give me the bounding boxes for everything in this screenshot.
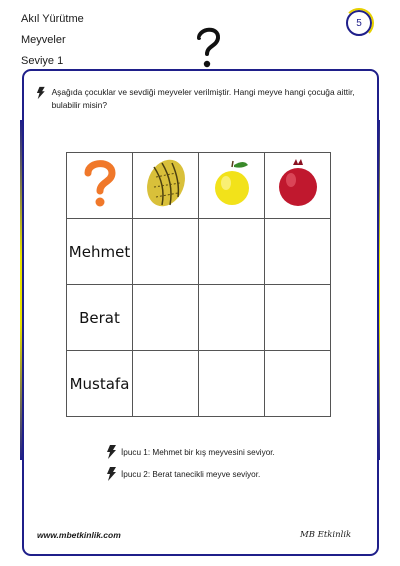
answer-cell[interactable] — [133, 219, 199, 285]
hints-block — [106, 445, 275, 489]
hint-item — [106, 445, 275, 459]
lightning-icon — [106, 467, 117, 481]
child-name-berat: Berat — [67, 285, 133, 351]
answer-cell[interactable] — [265, 351, 331, 417]
lightning-icon — [36, 86, 46, 100]
level-title: Seviye 1 — [21, 55, 64, 67]
answer-cell[interactable] — [199, 219, 265, 285]
question-mark-icon — [80, 158, 120, 208]
topic-title: Meyveler — [21, 34, 66, 46]
hint-text-2: İpucu 2: Berat tanecikli meyve seviyor. — [121, 469, 261, 479]
subject-title: Akıl Yürütme — [21, 13, 84, 25]
pomegranate-icon — [274, 155, 322, 211]
page-number: 5 — [356, 17, 362, 29]
page-number-badge — [346, 10, 372, 36]
lightning-icon — [106, 445, 117, 459]
footer-brand: MB Etkinlik — [300, 530, 352, 540]
question-mark-doodle-icon — [192, 24, 224, 72]
logic-grid — [66, 152, 331, 417]
answer-cell[interactable] — [133, 285, 199, 351]
melon-icon — [142, 155, 190, 211]
answer-cell[interactable] — [265, 219, 331, 285]
instruction-text: Aşağıda çocuklar ve sevdiği meyveler verilmiştir. Hangi meyve hangi çocuğa aittir, bulabilir misin? — [51, 87, 355, 110]
child-name-mehmet: Mehmet — [67, 219, 133, 285]
fruit-header-pomegranate — [265, 153, 331, 219]
fruit-header-quince — [199, 153, 265, 219]
answer-cell[interactable] — [133, 351, 199, 417]
answer-cell[interactable] — [265, 285, 331, 351]
answer-cell[interactable] — [199, 351, 265, 417]
footer-website[interactable]: www.mbetkinlik.com — [37, 530, 121, 540]
child-name-mustafa: Mustafa — [67, 351, 133, 417]
hint-item — [106, 467, 275, 481]
answer-cell[interactable] — [199, 285, 265, 351]
quince-icon — [208, 155, 256, 211]
grid-corner — [67, 153, 133, 219]
instruction-block — [36, 86, 366, 112]
fruit-header-melon — [133, 153, 199, 219]
hint-text-1: İpucu 1: Mehmet bir kış meyvesini seviyor. — [121, 447, 275, 457]
